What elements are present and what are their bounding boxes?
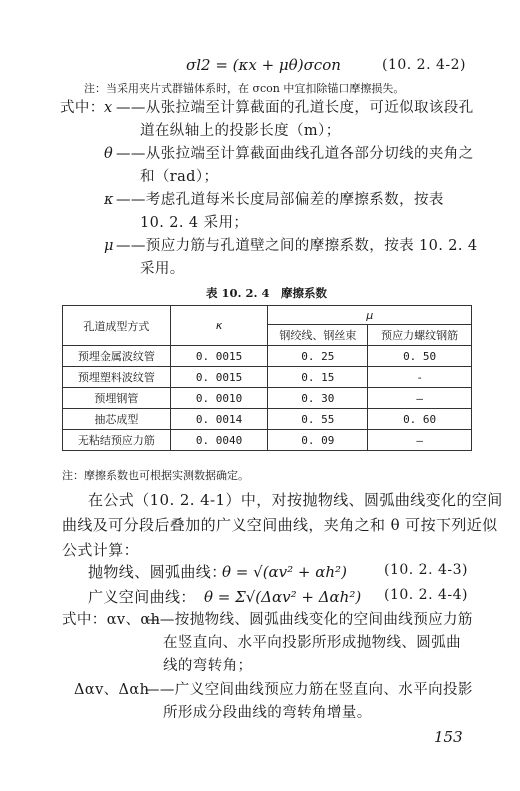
equation-number-top: (10. 2. 4-2)	[382, 57, 466, 73]
cell-kappa: 0. 0015	[170, 346, 268, 367]
def-x-line1: ——从张拉端至计算截面的孔道长度，可近似取该段孔	[116, 100, 474, 116]
cell-mu2: —	[368, 430, 472, 451]
def-mu-line1: ——预应力筋与孔道壁之间的摩擦系数，按表 10. 2. 4	[116, 238, 478, 254]
def-kappa-line2: 10. 2. 4 采用；	[140, 215, 249, 231]
cell-mu1: 0. 30	[268, 388, 368, 409]
where-label: 式中：	[60, 100, 105, 116]
header-kappa: κ	[170, 306, 268, 346]
formula4-label: 广义空间曲线：	[88, 588, 196, 606]
table-note: 注：摩擦系数也可根据实测数据确定。	[62, 469, 249, 482]
symbol-kappa: κ	[104, 192, 114, 208]
def-delta-line2: 所形成分段曲线的弯转角增量。	[163, 705, 372, 721]
cell-kappa: 0. 0015	[170, 367, 268, 388]
table-row	[63, 346, 472, 367]
cell-mu1: 0. 55	[268, 409, 368, 430]
paragraph-line2: 曲线及可分段后叠加的广义空间曲线，夹角之和 θ 可按下列近似	[62, 516, 498, 534]
paragraph-line1: 在公式（10. 2. 4-1）中，对按抛物线、圆弧曲线变化的空间	[88, 491, 503, 509]
cell-type: 预埋钢管	[63, 388, 171, 409]
header-mu-threaded-bar: 预应力螺纹钢筋	[368, 325, 472, 346]
formula3-label: 抛物线、圆弧曲线：	[88, 563, 227, 581]
def-alpha-line1: ——按抛物线、圆弧曲线变化的空间曲线预应力筋	[145, 612, 473, 628]
note-anchor: 注：当采用夹片式群锚体系时，在 σcon 中宜扣除锚口摩擦损失。	[84, 82, 405, 95]
cell-type: 抽芯成型	[63, 409, 171, 430]
cell-mu2: —	[368, 388, 472, 409]
def-kappa-line1: ——考虑孔道每米长度局部偏差的摩擦系数，按表	[116, 192, 444, 208]
def-x-line2: 道在纵轴上的投影长度（m）；	[140, 123, 341, 139]
def-alpha-line2: 在竖直向、水平向投影所形成抛物线、圆弧曲	[163, 635, 461, 651]
cell-type: 预埋塑料波纹管	[63, 367, 171, 388]
friction-coefficient-table	[62, 305, 472, 451]
cell-kappa: 0. 0040	[170, 430, 268, 451]
cell-mu1: 0. 25	[268, 346, 368, 367]
def-theta-line1: ——从张拉端至计算截面曲线孔道各部分切线的夹角之	[116, 146, 474, 162]
where-label-2: 式中：αv、αh	[62, 612, 161, 628]
def-delta-line1: ——广义空间曲线预应力筋在竖直向、水平向投影	[145, 682, 473, 698]
cell-mu2: 0. 50	[368, 346, 472, 367]
symbol-theta: θ	[104, 146, 113, 162]
cell-type: 无粘结预应力筋	[63, 430, 171, 451]
def-mu-line2: 采用。	[140, 261, 185, 277]
cell-kappa: 0. 0014	[170, 409, 268, 430]
header-mu: μ	[268, 306, 472, 325]
table-caption: 表 10. 2. 4 摩擦系数	[206, 286, 328, 300]
def-alpha-line3: 线的弯转角；	[163, 658, 253, 674]
cell-type: 预埋金属波纹管	[63, 346, 171, 367]
symbol-mu: μ	[104, 238, 114, 254]
header-mu-strand: 钢绞线、钢丝束	[268, 325, 368, 346]
def-theta-line2: 和（rad）；	[140, 169, 219, 185]
paragraph-line3: 公式计算：	[62, 541, 140, 559]
table-row	[63, 367, 472, 388]
equation-number-4: (10. 2. 4-4)	[384, 587, 468, 603]
symbol-delta-alpha: Δαv、Δαh	[74, 682, 150, 698]
cell-kappa: 0. 0010	[170, 388, 268, 409]
equation-number-3: (10. 2. 4-3)	[384, 562, 468, 578]
formula-general-curve: θ = Σ√(Δαv² + Δαh²)	[204, 588, 362, 606]
cell-mu2: -	[368, 367, 472, 388]
formula-parabola: θ = √(αv² + αh²)	[222, 563, 347, 581]
cell-mu2: 0. 60	[368, 409, 472, 430]
table-row	[63, 388, 472, 409]
table-row	[63, 430, 472, 451]
cell-mu1: 0. 09	[268, 430, 368, 451]
page-number: 153	[434, 728, 463, 746]
symbol-x: x	[104, 100, 113, 116]
header-duct-method: 孔道成型方式	[63, 306, 171, 346]
cell-mu1: 0. 15	[268, 367, 368, 388]
table-row	[63, 409, 472, 430]
formula-friction-loss: σl2 = (κx + μθ)σcon	[186, 56, 341, 74]
